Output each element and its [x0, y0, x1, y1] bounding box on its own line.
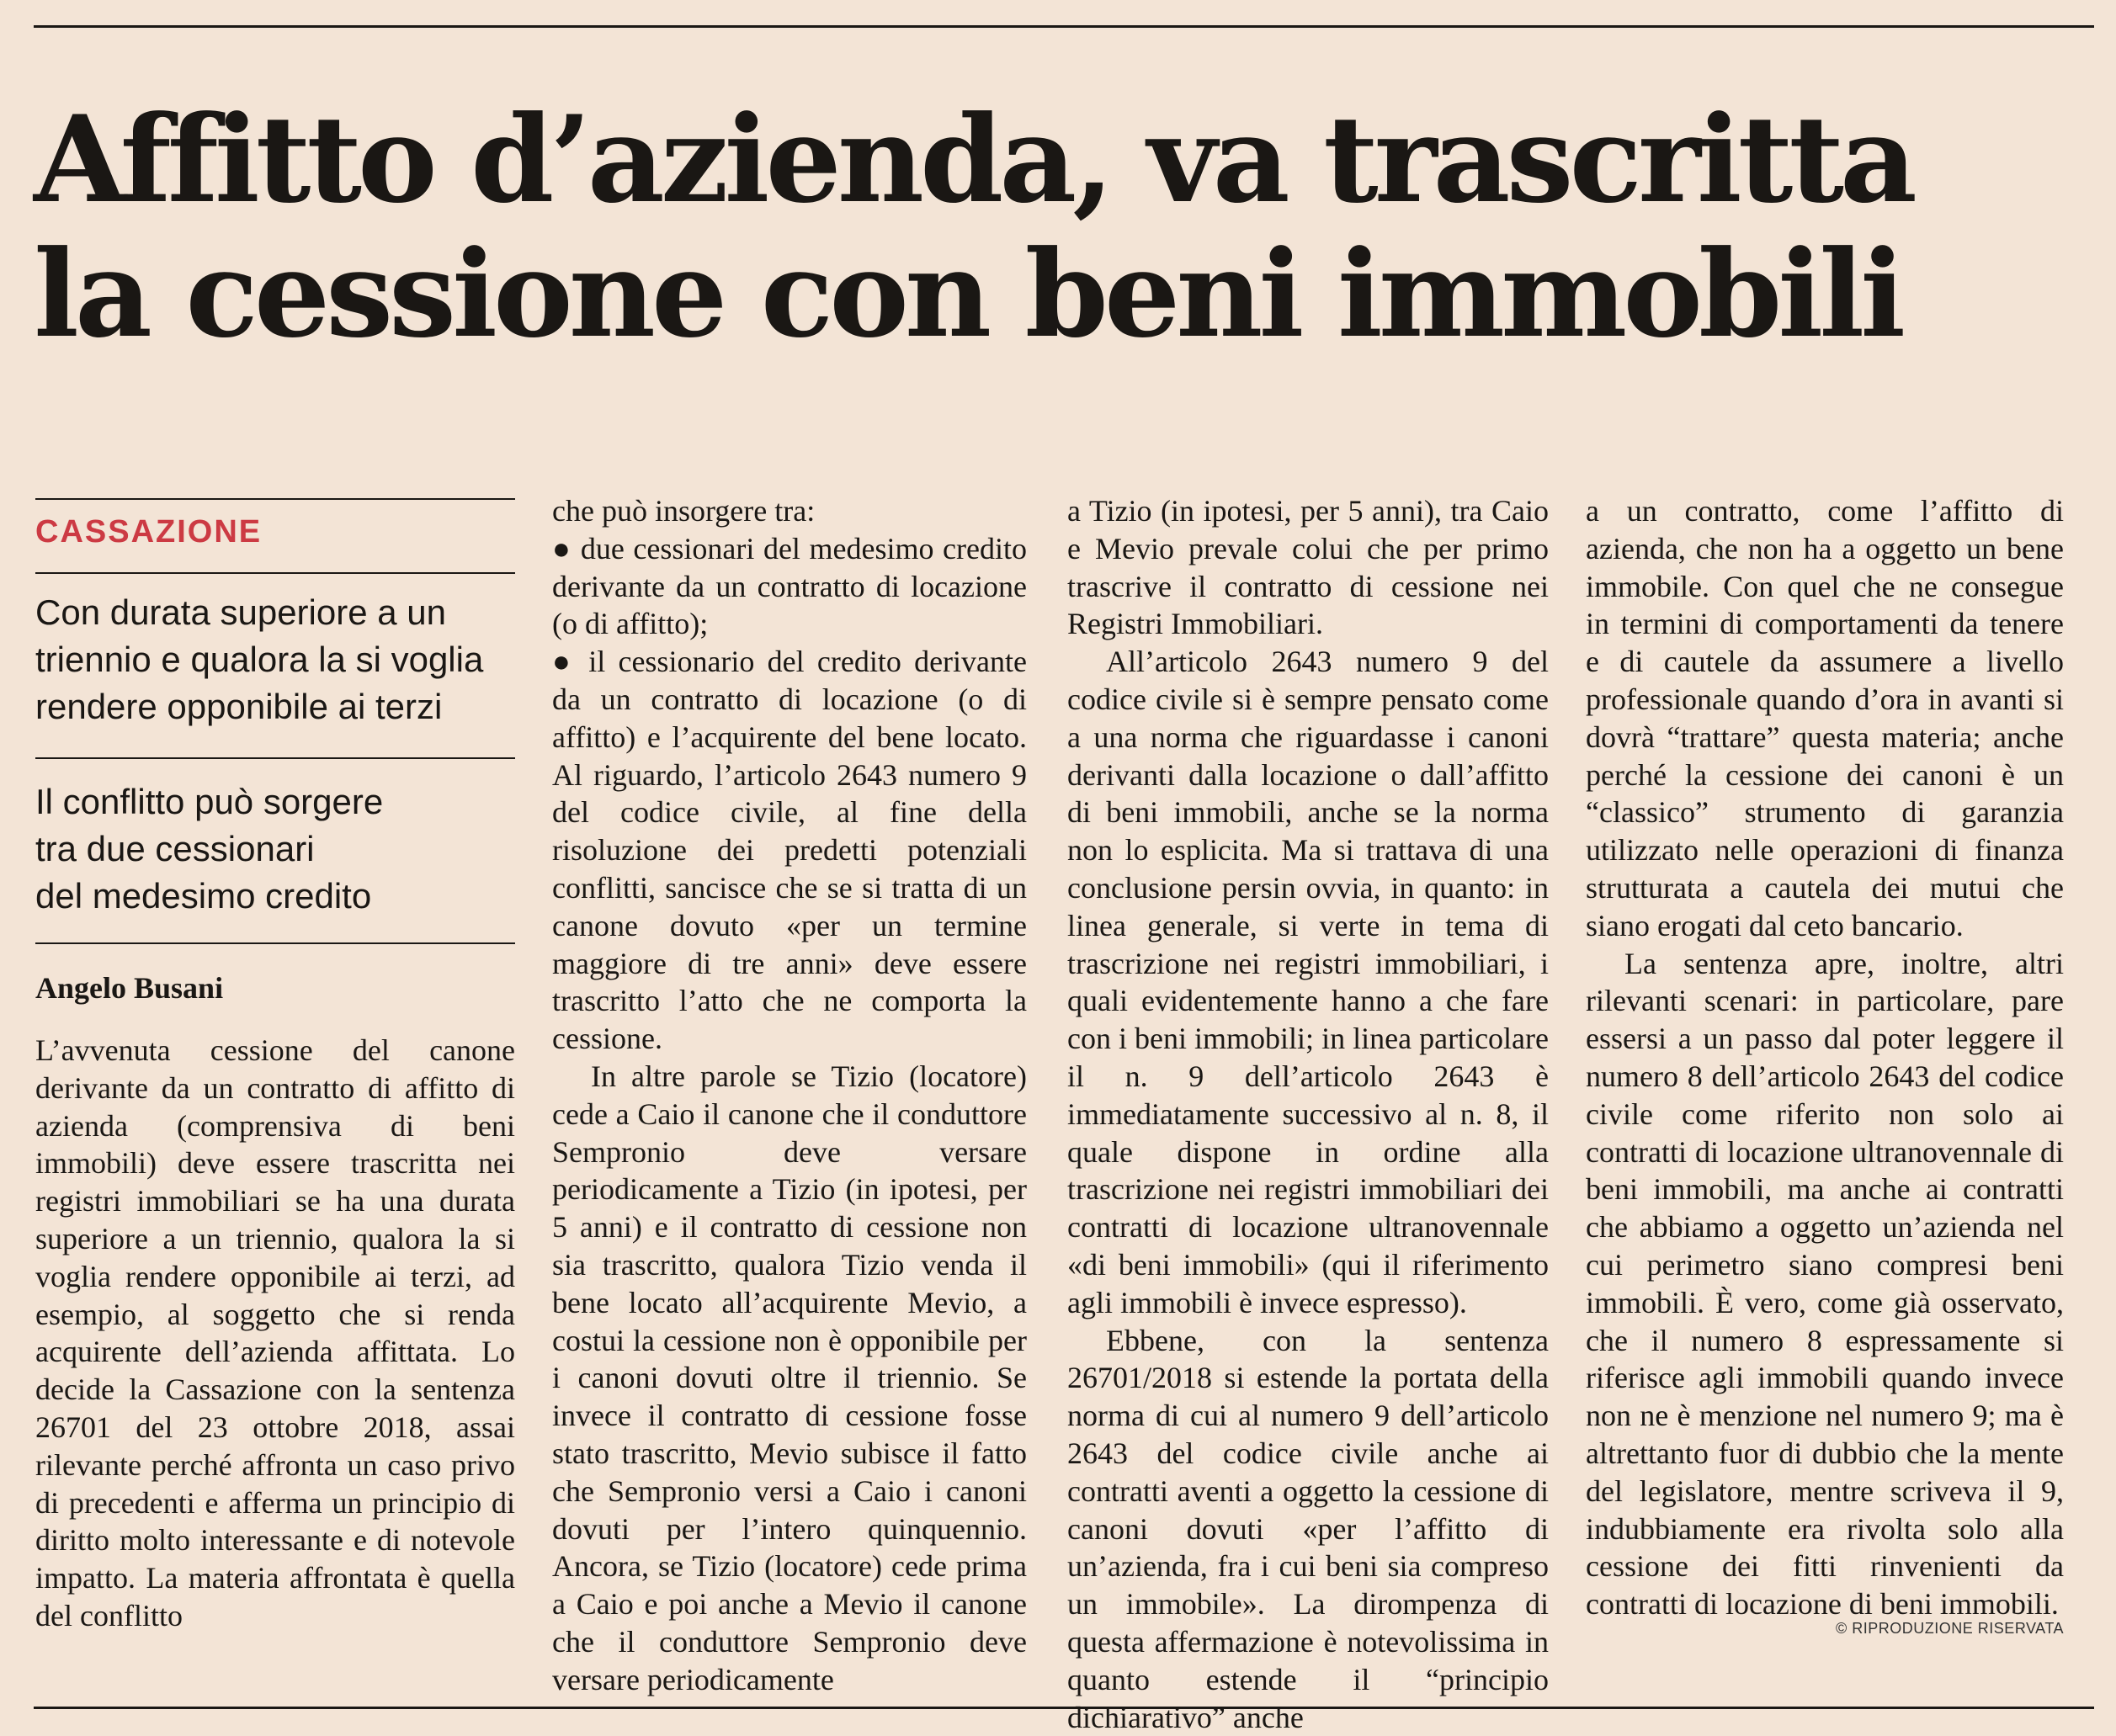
sidebar-rule-top: [35, 498, 515, 500]
summary-1: [35, 589, 515, 730]
article-column-3: [1067, 492, 1549, 1736]
article-paragraph: che può insorgere tra:: [552, 494, 816, 528]
sidebar-rule-summary: [35, 757, 515, 759]
article-paragraph: L’avvenuta cessione del canone derivante da un contratto di affitto di azienda (comprensiva di beni immobili) deve essere trascritta nei registri immobiliari se ha una durata superiore a un triennio, qualora la si voglia rendere opponibile ai terzi, ad esempio, al soggetto che si renda acquirente dell’azienda affittata. Lo decide la Cassazione con la sentenza 26701 del 23 ottobre 2018, assai rilevante perché affronta un caso privo di precedenti e afferma un principio di diritto molto interessante e di notevole impatto. La materia affrontata è quella del conflitto: [35, 1033, 515, 1632]
headline-line-1: Affitto d’azienda, va trascritta: [34, 90, 1913, 230]
summary-1-line: Con durata superiore a un: [35, 592, 446, 632]
summary-1-line: rendere opponibile ai terzi: [35, 687, 443, 726]
section-kicker: CASSAZIONE: [35, 514, 263, 549]
copyright-notice: © RIPRODUZIONE RISERVATA: [1836, 1620, 2064, 1637]
article-column-2: [552, 492, 1027, 1699]
summary-2-line: del medesimo credito: [35, 876, 372, 916]
top-rule: [34, 25, 2094, 28]
bullet-item: ● due cessionari del medesimo credito derivante da un contratto di locazione (o di affitto);: [552, 531, 1027, 641]
summary-2: [35, 778, 515, 920]
summary-2-line: Il conflitto può sorgere: [35, 782, 384, 821]
article-paragraph: In altre parole se Tizio (locatore) cede a Caio il canone che il conduttore Sempronio deve versare periodicamente a Tizio (in ipotesi, per 5 anni) e il contratto di cessione non sia trascritto, qualora Tizio venda il bene locato all’acquirente Mevio, a costui la cessione non è opponibile per i canoni dovuti oltre il triennio. Se invece il contratto di cessione fosse stato trascritto, Mevio subisce il fatto che Sempronio versi a Caio i canoni dovuti per l’intero quinquennio. Ancora, se Tizio (locatore) cede prima a Caio e poi anche a Mevio il canone che il conduttore Sempronio deve versare periodicamente: [552, 1059, 1027, 1696]
headline: [34, 90, 2096, 364]
article-paragraph: a Tizio (in ipotesi, per 5 anni), tra Caio e Mevio prevale colui che per primo trascrive il contratto di cessione nei Registri Immobiliari.: [1067, 494, 1549, 641]
summary-2-line: tra due cessionari: [35, 829, 315, 868]
article-paragraph: a un contratto, come l’affitto di azienda, che non ha a oggetto un bene immobile. Con quel che ne consegue in termini di comportamenti da tenere e di cautele da assumere a livello professionale quando d’ora in avanti si dovrà “trattare” questa materia; anche perché la cessione dei canoni è un “classico” strumento di garanzia utilizzato nelle operazioni di finanza strutturata a cautela dei mutui che siano erogati dal ceto bancario.: [1586, 494, 2064, 942]
article-column-1: [35, 1032, 515, 1635]
byline: Angelo Busani: [35, 971, 224, 1005]
sidebar-rule-bottom: [35, 942, 515, 944]
article-paragraph: All’articolo 2643 numero 9 del codice civile si è sempre pensato come a una norma che riguardasse i canoni derivanti dalla locazione o dall’affitto di beni immobili, anche se la norma non lo esplicita. Ma si trattava di una conclusione persin ovvia, in quanto: in linea generale, si verte in tema di trascrizione nei registri immobiliari, i quali evidentemente hanno a che fare con i beni immobili; in linea particolare il n. 9 dell’articolo 2643 è immediatamente successivo al n. 8, il quale dispone in ordine alla trascrizione nei registri immobiliari dei contratti di locazione ultranovennale «di beni immobili» (qui il riferimento agli immobili è invece espresso).: [1067, 645, 1549, 1319]
bottom-rule: [34, 1707, 2094, 1709]
summary-1-line: triennio e qualora la si voglia: [35, 640, 484, 679]
article-column-4: [1586, 492, 2064, 1623]
article-paragraph: Ebbene, con la sentenza 26701/2018 si estende la portata della norma di cui al numero 9 dell’articolo 2643 del codice civile anche ai contratti aventi a oggetto la cessione di canoni dovuti «per l’affitto di un’azienda, fra i cui beni sia compreso un immobile». La dirompenza di questa affermazione è notevolissima in quanto estende il “principio dichiarativo” anche: [1067, 1323, 1549, 1734]
sidebar-rule-kicker: [35, 572, 515, 574]
bullet-item: ● il cessionario del credito derivante da un contratto di locazione (o di affitto) e l’acquirente del bene locato. Al riguardo, l’articolo 2643 numero 9 del codice civile, al fine della risoluzione dei predetti potenziali conflitti, sancisce che se si tratta di un canone dovuto «per un termine maggiore di tre anni» deve essere trascritto l’atto che ne comporta la cessione.: [552, 645, 1027, 1056]
headline-line-2: la cessione con beni immobili: [34, 225, 1902, 364]
article-paragraph: La sentenza apre, inoltre, altri rilevanti scenari: in particolare, pare essersi a un passo dal poter leggere il numero 8 dell’articolo 2643 del codice civile come riferito non solo ai contratti di locazione ultranovennale di beni immobili, ma anche ai contratti che abbiamo a oggetto un’azienda nel cui perimetro siano compresi beni immobili. È vero, come già osservato, che il numero 8 espressamente si riferisce agli immobili quando invece non ne è menzione nel numero 9; ma è altrettanto fuor di dubbio che la mente del legislatore, mentre scriveva il 9, indubbiamente era rivolta solo alla cessione dei fitti rinvenienti da contratti di locazione di beni immobili.: [1586, 946, 2064, 1622]
